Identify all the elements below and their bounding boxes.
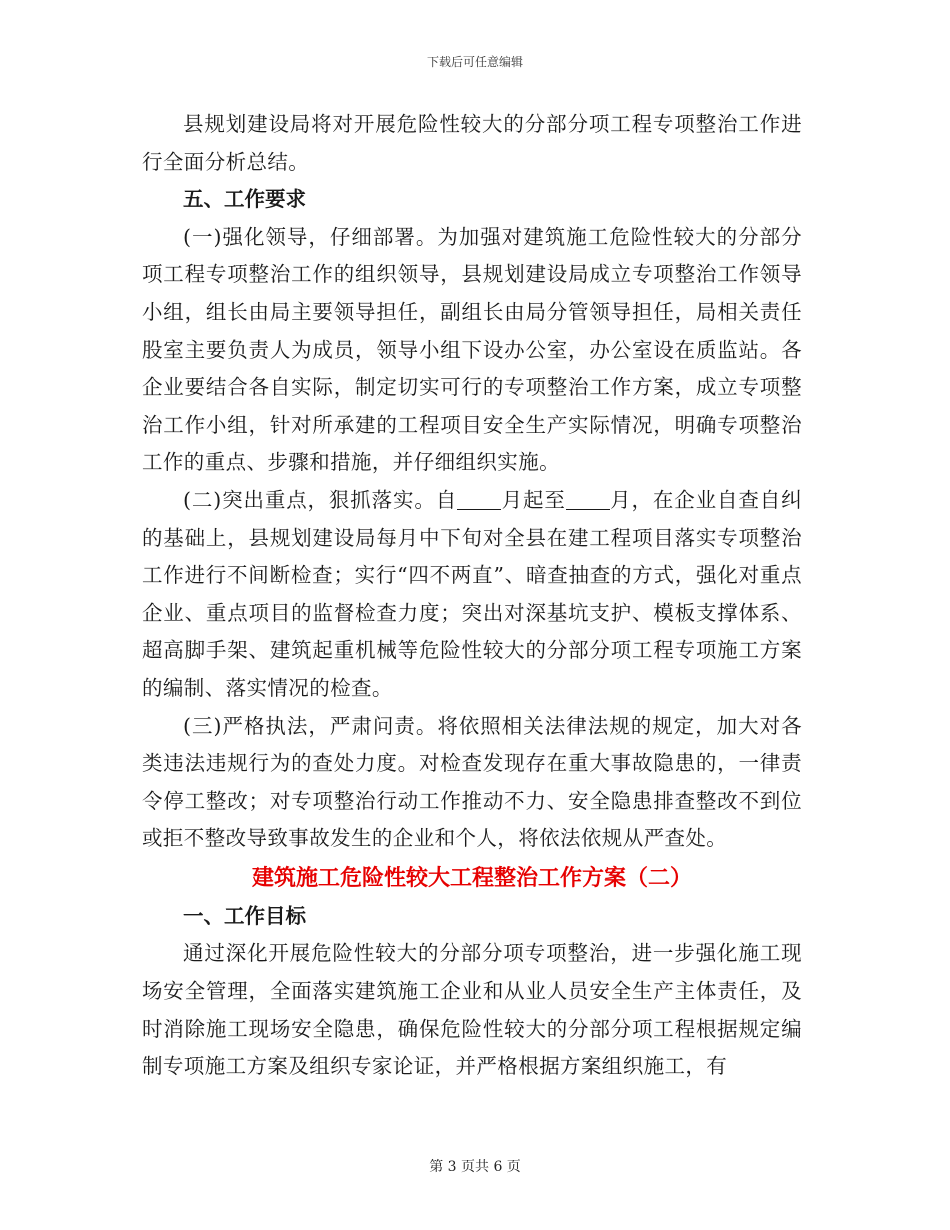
document-title-2: 建筑施工危险性较大工程整治工作方案（二） [251,864,692,891]
blank-start-month [457,488,501,510]
header-note: 下载后可任意编辑 [426,55,523,69]
focus-text-mid: 月起至 [501,487,566,512]
paragraph-enforcement: (三)严格执法，严肃问责。将依照相关法律法规的规定，加大对各类违法违规行为的查处力度。对检查发现存在重大事故隐患的，一律责令停工整改；对专项整治行动工作推动不力、安全隐患排查整改不到位或拒不整改导致事故发生的企业和个人，将依法依规从严查处。 [142,713,802,851]
section-heading-requirements: 五、工作要求 [183,187,306,212]
page-number: 第 3 页共 6 页 [429,1159,521,1175]
focus-text-start: (二)突出重点，狠抓落实。自 [183,487,458,512]
paragraph-summary: 县规划建设局将对开展危险性较大的分部分项工程专项整治工作进行全面分析总结。 [142,112,802,174]
section-heading-goals: 一、工作目标 [183,903,306,928]
blank-end-month [566,488,610,510]
paragraph-focus [142,482,802,708]
paragraph-leadership: (一)强化领导，仔细部署。为加强对建筑施工危险性较大的分部分项工程专项整治工作的组织领导，县规划建设局成立专项整治工作领导小组，组长由局主要领导担任，副组长由局分管领导担任，局相关责任股室主要负责人为成员，领导小组下设办公室，办公室设在质监站。各企业要结合各自实际，制定切实可行的专项整治工作方案，成立专项整治工作小组，针对所承建的工程项目安全生产实际情况，明确专项整治工作的重点、步骤和措施，并仔细组织实施。 [142,224,802,475]
paragraph-goals: 通过深化开展危险性较大的分部分项专项整治，进一步强化施工现场安全管理，全面落实建筑施工企业和从业人员安全生产主体责任，及时消除施工现场安全隐患，确保危险性较大的分部分项工程根据规定编制专项施工方案及组织专家论证，并严格根据方案组织施工，有 [142,941,802,1079]
focus-text-end: 月，在企业自查自纠的基础上，县规划建设局每月中下旬对全县在建工程项目落实专项整治工作进行不间断检查；实行“四不两直”、暗查抽查的方式，强化对重点企业、重点项目的监督检查力度；突出对深基坑支护、模板支撑体系、超高脚手架、建筑起重机械等危险性较大的分部分项工程专项施工方案的编制、落实情况的检查。 [142,487,802,700]
document-body [142,106,802,1086]
